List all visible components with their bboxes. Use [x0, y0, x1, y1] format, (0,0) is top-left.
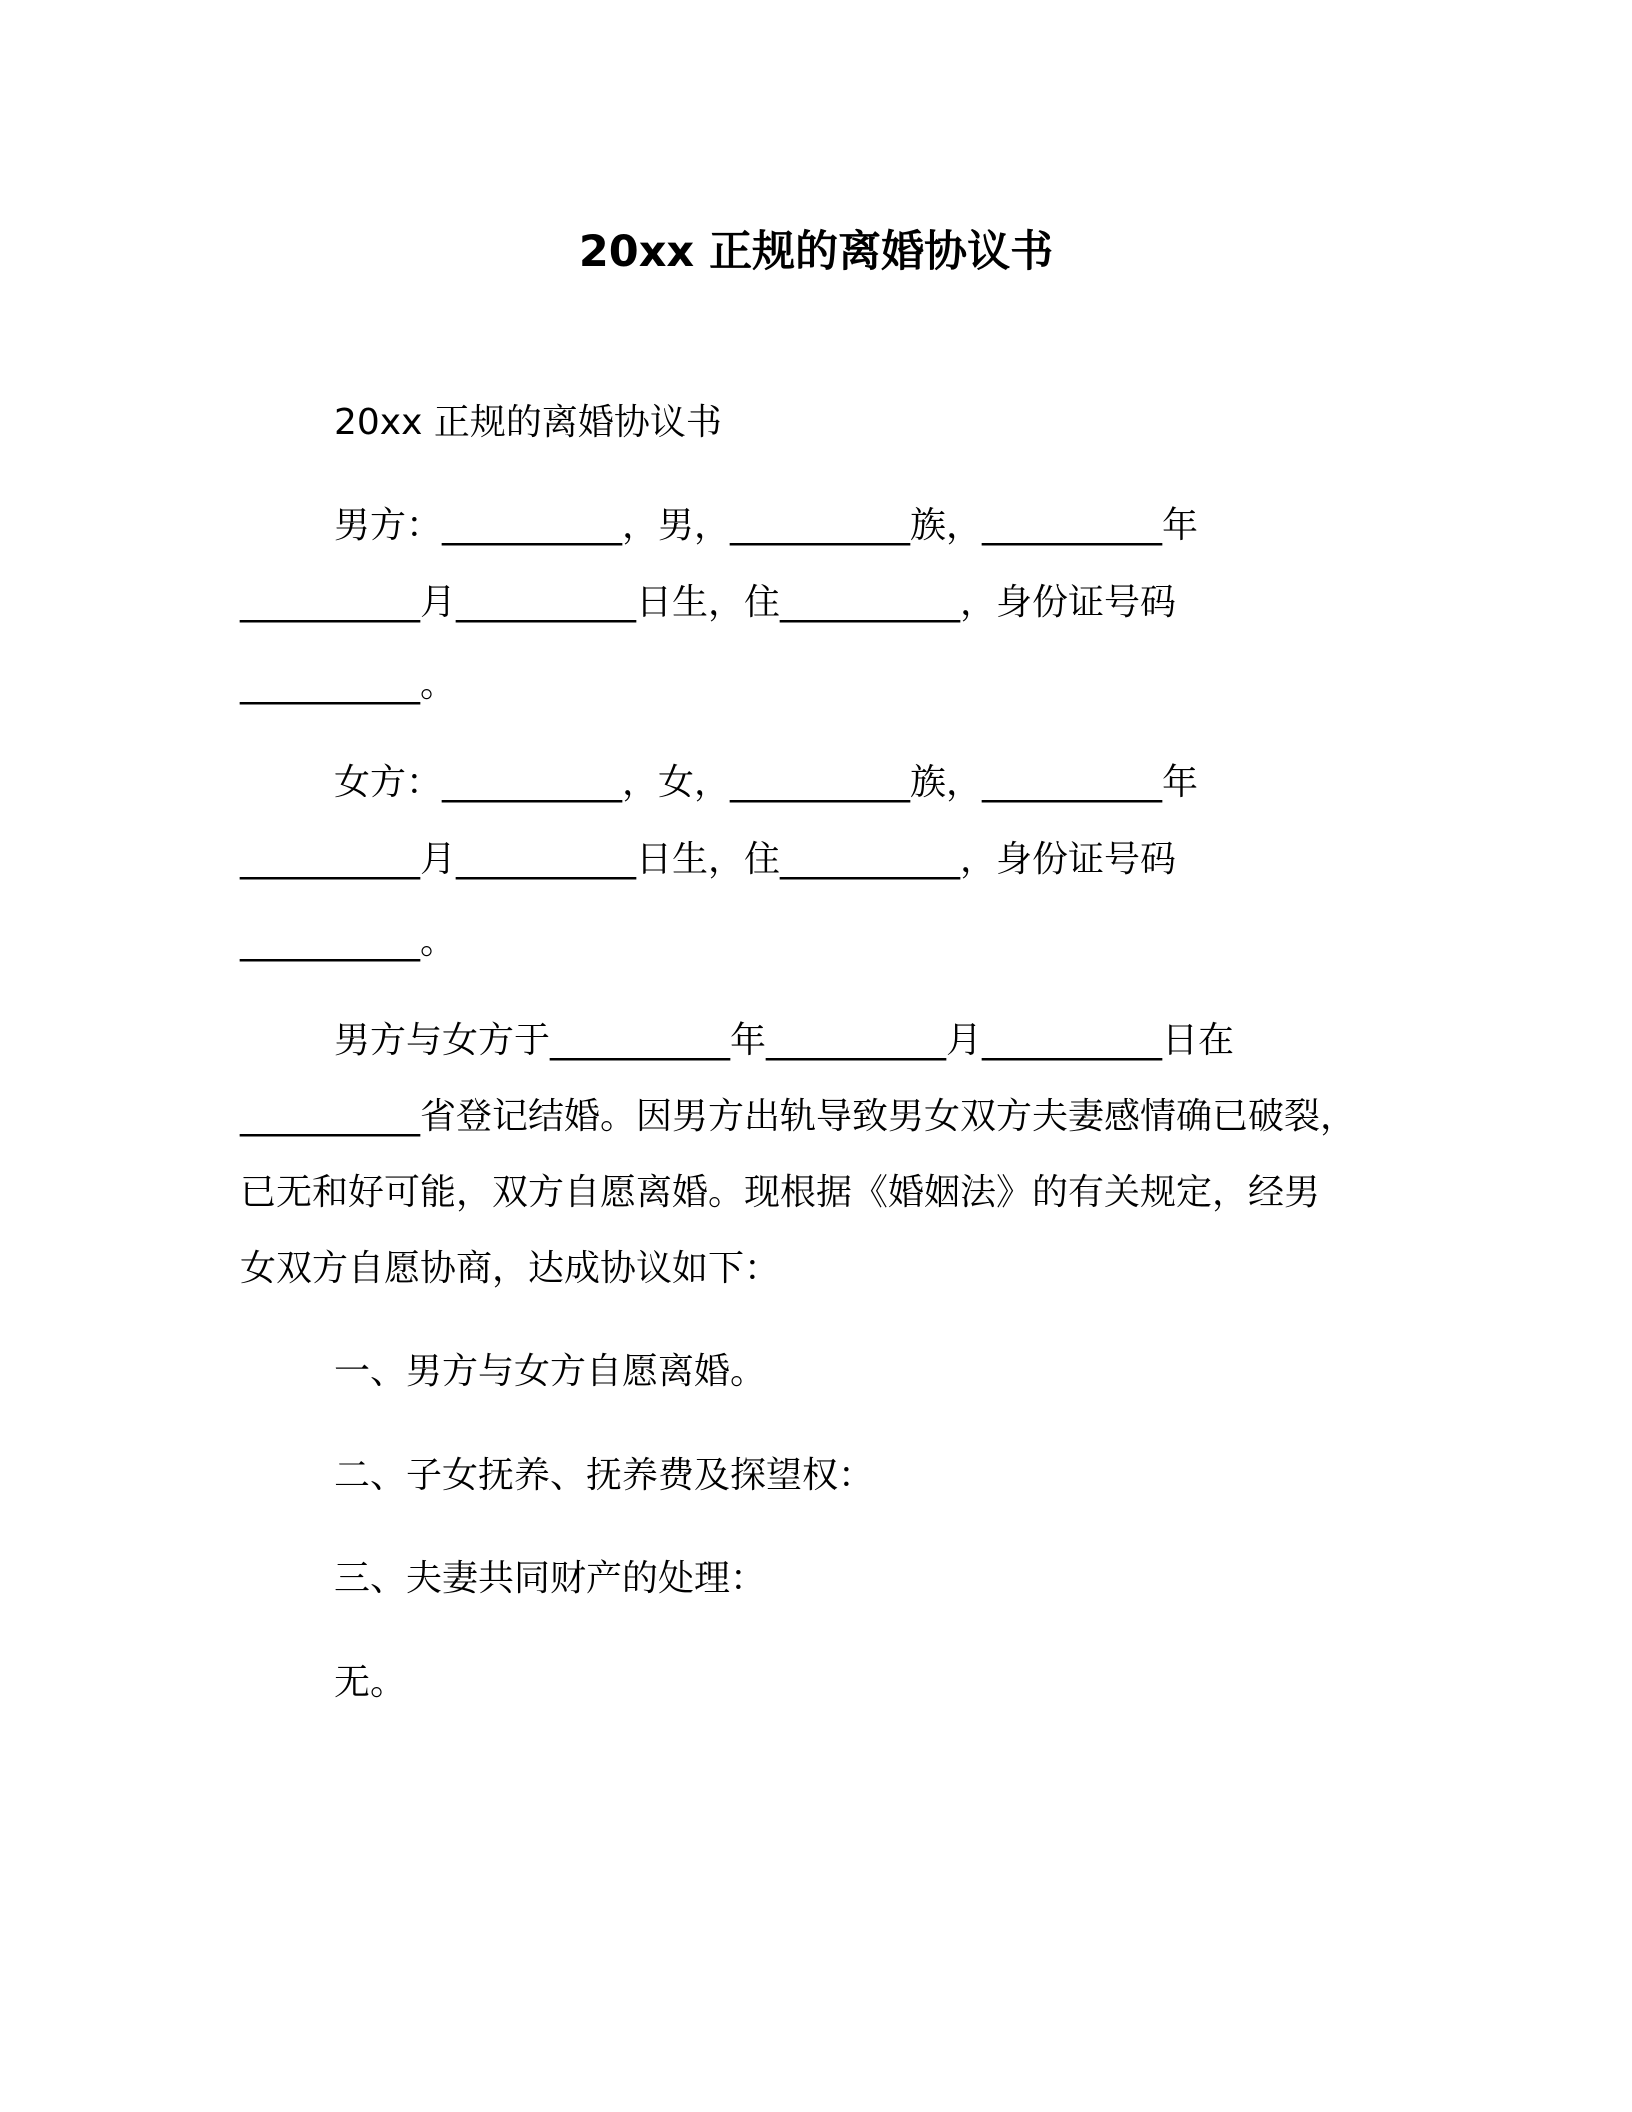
female-party-line-2: __________月__________日生，住__________，身份证号码: [240, 839, 1177, 880]
marriage-line-1: 男方与女方于__________年__________月__________日在: [334, 1020, 1235, 1061]
female-party-line-3: __________。: [240, 921, 457, 962]
subtitle-line: 20xx 正规的离婚协议书: [334, 402, 722, 443]
male-party-line-1: 男方：__________，男，__________族，__________年: [334, 505, 1199, 546]
marriage-line-3: 已无和好可能，双方自愿离婚。现根据《婚姻法》的有关规定，经男: [240, 1172, 1321, 1213]
male-party-line-2: __________月__________日生，住__________，身份证号码: [240, 582, 1177, 623]
female-party-line-1: 女方：__________，女，__________族，__________年: [334, 762, 1199, 803]
clause-3: 三、夫妻共同财产的处理：: [334, 1558, 767, 1599]
clause-1: 一、男方与女方自愿离婚。: [334, 1351, 767, 1392]
marriage-line-2: __________省登记结婚。因男方出轨导致男女双方夫妻感情确已破裂，: [240, 1096, 1357, 1137]
clause-3-content: 无。: [334, 1662, 407, 1703]
marriage-line-4: 女双方自愿协商，达成协议如下：: [240, 1248, 781, 1289]
document-title: 20xx 正规的离婚协议书: [578, 227, 1054, 277]
male-party-line-3: __________。: [240, 664, 457, 705]
clause-2: 二、子女抚养、抚养费及探望权：: [334, 1455, 875, 1496]
